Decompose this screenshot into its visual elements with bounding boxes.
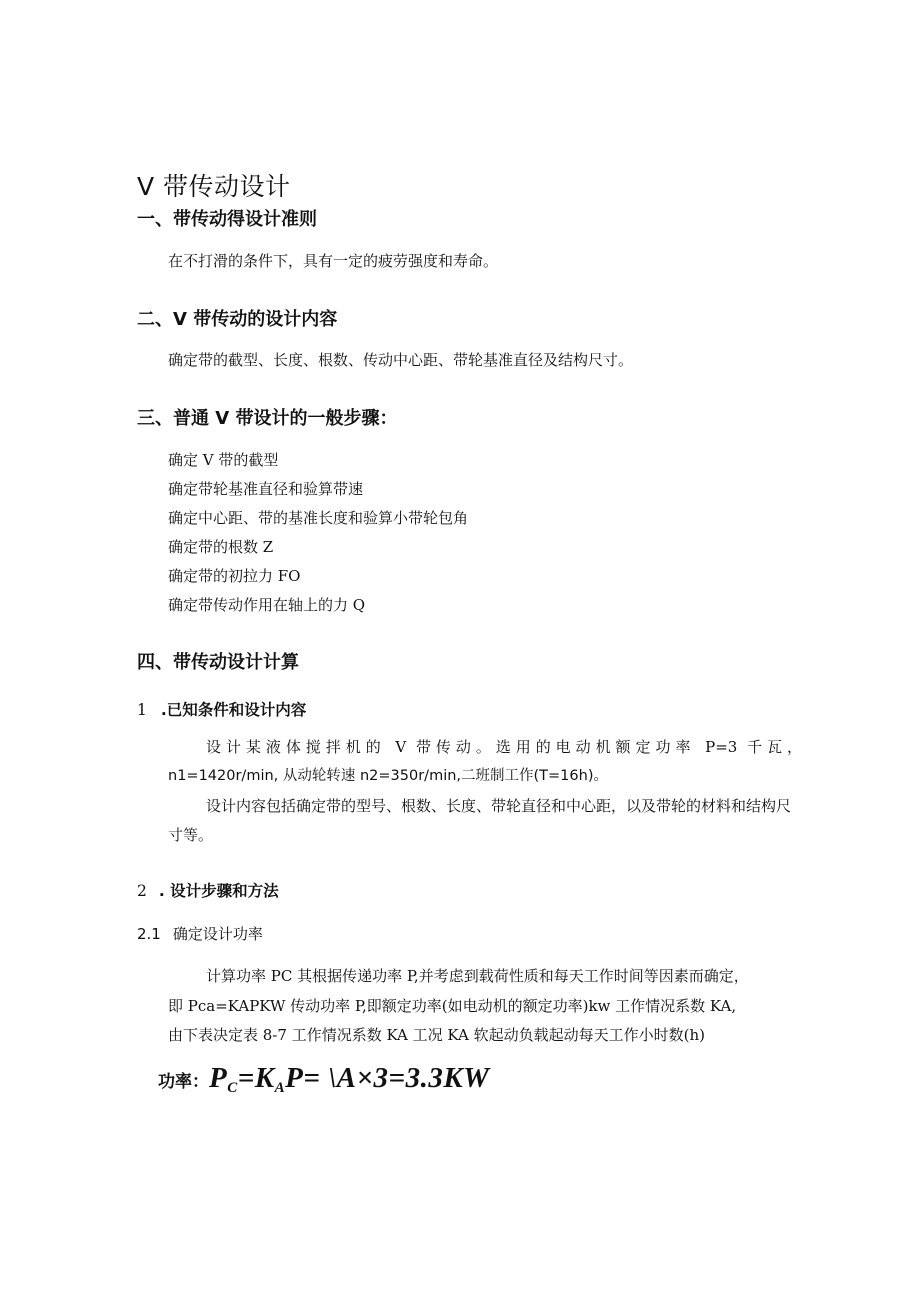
subsection-2-number: 2 bbox=[137, 882, 147, 900]
paragraph-3-line-2: 即 Pca=KAPKW 传动功率 P,即额定功率(如电动机的额定功率)kw 工作情况系数 KA, bbox=[168, 997, 737, 1015]
step-item: 确定带的根数 Z bbox=[168, 538, 274, 556]
formula-subscript-c: C bbox=[227, 1080, 238, 1096]
paragraph-1-line-2: n1=1420r/min, 从动轮转速 n2=350r/min,二班制工作(T=16h)。 bbox=[168, 768, 608, 784]
step-item: 确定带轮基准直径和验算带速 bbox=[168, 480, 364, 498]
paragraph-1-line-1: 设计某液体搅拌机的 V 带传动。选用的电动机额定功率 P=3 千瓦， bbox=[206, 738, 802, 756]
paragraph-3-line-1: 计算功率 PC 其根据传递功率 P,并考虑到载荷性质和每天工作时间等因素而确定， bbox=[206, 967, 749, 985]
paragraph-3-line-3: 由下表决定表 8-7 工作情况系数 KA 工况 KA 软起动负载起动每天工作小时数(h) bbox=[168, 1026, 705, 1044]
formula-expression bbox=[209, 1062, 489, 1094]
step-item: 确定中心距、带的基准长度和验算小带轮包角 bbox=[168, 509, 469, 527]
formula-symbol-p: P bbox=[209, 1062, 228, 1094]
formula-rest: P= \A×3=3.3KW bbox=[285, 1062, 490, 1094]
subsection-1-heading bbox=[137, 698, 306, 720]
formula-label: 功率： bbox=[158, 1072, 209, 1092]
paragraph-2: 设计内容包括确定带的型号、根数、长度、带轮直径和中心距，以及带轮的材料和结构尺寸等。 bbox=[168, 797, 792, 844]
subsection-2-1-heading bbox=[137, 923, 263, 944]
subsection-2-title: . 设计步骤和方法 bbox=[158, 882, 279, 900]
formula-equals: = bbox=[237, 1062, 255, 1094]
subsection-2-1-title: 确定设计功率 bbox=[172, 925, 263, 943]
step-item: 确定 V 带的截型 bbox=[168, 451, 279, 469]
section-3-heading: 三、普通 V 带设计的一般步骤： bbox=[137, 408, 398, 429]
subsection-2-heading bbox=[137, 879, 279, 901]
document-title: V 带传动设计 bbox=[137, 172, 291, 201]
section-1-text: 在不打滑的条件下，具有一定的疲劳强度和寿命。 bbox=[168, 252, 499, 270]
formula-subscript-a: A bbox=[274, 1080, 286, 1096]
subsection-1-title: .已知条件和设计内容 bbox=[160, 701, 307, 719]
power-formula bbox=[158, 1062, 489, 1097]
section-4-heading: 四、带传动设计计算 bbox=[137, 652, 299, 673]
subsection-2-1-number: 2.1 bbox=[137, 925, 161, 943]
section-2-heading: 二、V 带传动的设计内容 bbox=[137, 309, 338, 330]
formula-symbol-k: K bbox=[254, 1062, 275, 1094]
subsection-1-number: 1 bbox=[137, 701, 147, 719]
step-item: 确定带传动作用在轴上的力 Q bbox=[168, 596, 366, 614]
step-item: 确定带的初拉力 FO bbox=[168, 567, 301, 585]
section-2-text: 确定带的截型、长度、根数、传动中心距、带轮基准直径及结构尺寸。 bbox=[168, 351, 634, 369]
section-1-heading: 一、带传动得设计准则 bbox=[137, 209, 317, 230]
